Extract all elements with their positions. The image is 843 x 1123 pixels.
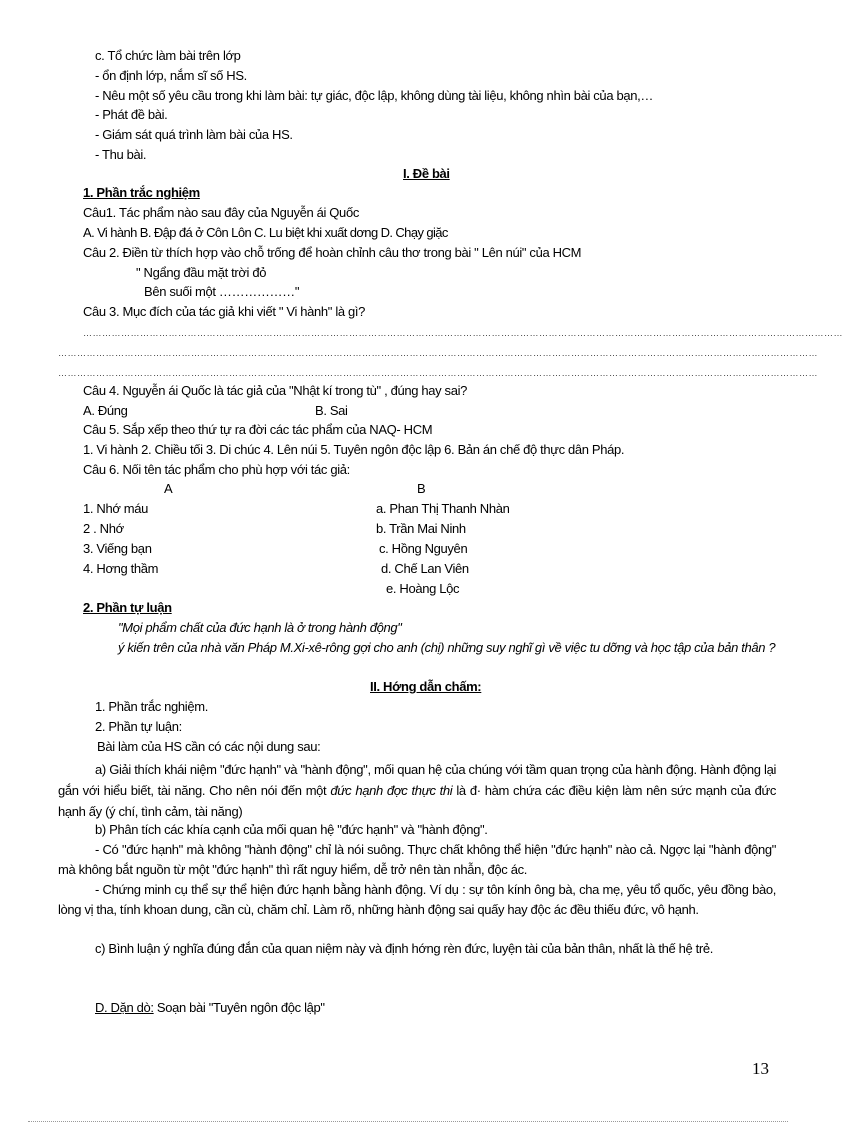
guide-part-1: 1. Phần trắc nghiệm. xyxy=(95,699,208,714)
intro-item: - Giám sát quá trình làm bài của HS. xyxy=(95,127,293,142)
work-item: 3. Viếng bạn xyxy=(83,541,152,556)
guide-point-a-start: a) Giải thích khái niệm "đức hạnh" và "hành động", mối quan hệ của chúng với tầm quan trọng của hành động. Hành động lại gắn với hiểu biết, tài năng. Cho nên nói đến một xyxy=(58,762,776,798)
question-4-option-a: A. Đúng xyxy=(83,403,128,418)
guide-point-b2-text: - Chứng minh cụ thể sự thể hiện đức hạnh bằng hành động. Ví dụ : sự tôn kính ông bà, cha mẹ, yêu tổ quốc, yêu đồng bào, lòng vị tha, tính khoan dung, cần cù, chăm chỉ. Làm rõ, những hành động sai quấy hay độc ác đều thiếu đức, vô hạnh. xyxy=(58,882,776,917)
guide-point-a xyxy=(58,759,776,822)
page-number: 13 xyxy=(752,1059,769,1078)
author-item: c. Hồng Nguyên xyxy=(379,541,468,556)
work-item: 2 . Nhớ xyxy=(83,521,124,536)
essay-prompt-text: ý kiến trên của nhà văn Pháp M.Xi-xê-rông gợi cho anh (chị) những suy nghĩ gì về việc tu dỡng và học tập của bản thân ? xyxy=(118,640,776,655)
guide-point-c-text: c) Bình luận ý nghĩa đúng đắn của quan niệm này và định hớng rèn đức, luyện tài của bản thân, nhất là thế hệ trẻ. xyxy=(95,941,714,956)
intro-item: - Thu bài. xyxy=(95,147,147,162)
part1-heading: 1. Phần trắc nghiệm xyxy=(83,185,200,200)
question-3: Câu 3. Mục đích của tác giả khi viết " Vi hành" là gì? xyxy=(83,304,366,319)
question-2-verse-1: " Ngẩng đầu mặt trời đỏ xyxy=(136,265,267,280)
guide-point-b2 xyxy=(58,880,776,920)
guide-part-2: 2. Phần tự luận: xyxy=(95,719,182,734)
question-1: Câu1. Tác phẩm nào sau đây của Nguyễn ái Quốc xyxy=(83,205,359,220)
column-b-header: B xyxy=(417,481,426,496)
column-a-header: A xyxy=(164,481,173,496)
intro-heading: c. Tổ chức làm bài trên lớp xyxy=(95,48,241,63)
essay-prompt xyxy=(83,640,777,656)
question-5-list: 1. Vi hành 2. Chiều tối 3. Di chúc 4. Lên núi 5. Tuyên ngôn độc lập 6. Bản án chế độ thực dân Pháp. xyxy=(83,442,625,457)
guide-title: II. Hớng dẫn chấm: xyxy=(370,679,482,694)
guide-point-a-italic: đức hạnh đợc thực thi xyxy=(330,783,453,798)
part2-heading: 2. Phần tự luận xyxy=(83,600,172,615)
essay-quote: "Mọi phẩm chất của đức hạnh là ở trong hành động" xyxy=(118,620,402,635)
guide-point-b1-text: - Có "đức hạnh" mà không "hành động" chỉ là nói suông. Thực chất không thể hiện "đức hạnh" nào cả. Ngợc lại "hành động" mà không bắt nguồn từ một "đức hạnh" thì rất nguy hiểm, dễ trở nên tàn nhẫn, độc ác. xyxy=(58,842,776,877)
author-item: b. Trần Mai Ninh xyxy=(376,521,466,536)
guide-point-c xyxy=(58,939,776,959)
guide-point-b: b) Phân tích các khía cạnh của mối quan hệ "đức hạnh" và "hành động". xyxy=(95,822,488,837)
guide-point-a-end: là đ· hàm chứa các điều kiện làm nên sức mạnh của đức hạnh ấy (ý chí, tình cảm, tài năng) xyxy=(58,783,776,819)
author-item: d. Chế Lan Viên xyxy=(381,561,469,576)
question-2-verse-2: Bên suối một ………………" xyxy=(144,284,300,299)
intro-item: - Phát đề bài. xyxy=(95,107,168,122)
exam-title: I. Đề bài xyxy=(403,166,450,181)
guide-point-b1 xyxy=(58,840,776,880)
answer-dotted-line: …………………………………………………………………………………………………………………………………………………………………………………………………………………… xyxy=(58,348,818,358)
intro-item: - ổn định lớp, nắm sĩ số HS. xyxy=(95,68,247,83)
homework xyxy=(95,1000,325,1016)
work-item: 1. Nhớ máu xyxy=(83,501,148,516)
answer-dotted-line: …………………………………………………………………………………………………………………………………………………………………………………………………………………… xyxy=(58,368,818,378)
answer-dotted-line: …………………………………………………………………………………………………………………………………………………………………………………………………………………… xyxy=(83,328,843,338)
work-item: 4. Hơng thầm xyxy=(83,561,159,576)
question-5: Câu 5. Sắp xếp theo thứ tự ra đời các tác phẩm của NAQ- HCM xyxy=(83,422,433,437)
question-1-options: A. Vi hành B. Đập đá ở Côn Lôn C. Lu biệt khi xuất dơng D. Chạy giặc xyxy=(83,225,448,240)
question-4: Câu 4. Nguyễn ái Quốc là tác giả của "Nhật kí trong tù" , đúng hay sai? xyxy=(83,383,468,398)
author-item: a. Phan Thị Thanh Nhàn xyxy=(376,501,510,516)
homework-label: D. Dặn dò: xyxy=(95,1000,154,1015)
author-item: e. Hoàng Lộc xyxy=(386,581,460,596)
homework-text: Soạn bài "Tuyên ngôn độc lập" xyxy=(153,1000,325,1015)
question-4-option-b: B. Sai xyxy=(315,403,348,418)
question-6: Câu 6. Nối tên tác phẩm cho phù hợp với tác giả: xyxy=(83,462,350,477)
guide-intro: Bài làm của HS cần có các nội dung sau: xyxy=(97,739,321,754)
footer-divider xyxy=(28,1121,788,1122)
intro-item: - Nêu một số yêu cầu trong khi làm bài: tự giác, độc lập, không dùng tài liệu, không nhìn bài của bạn,… xyxy=(95,88,654,103)
question-2: Câu 2. Điền từ thích hợp vào chỗ trống để hoàn chỉnh câu thơ trong bài " Lên núi" của HCM xyxy=(83,245,582,260)
